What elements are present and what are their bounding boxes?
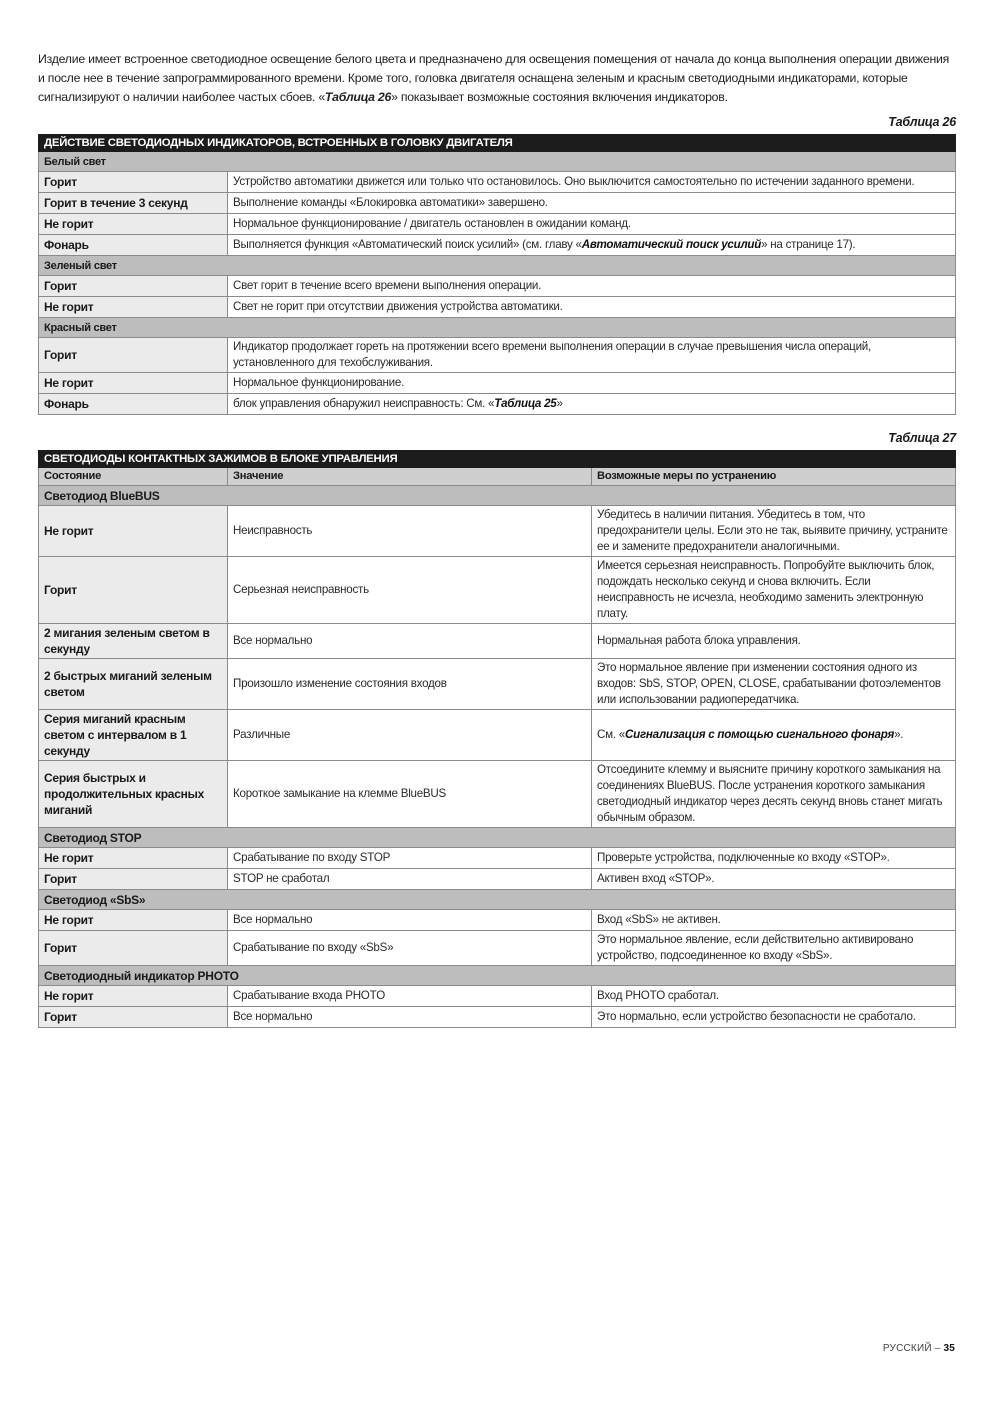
row-state: 2 мигания зеленым светом в секунду xyxy=(39,624,228,659)
row-state: 2 быстрых миганий зеленым светом xyxy=(39,659,228,710)
row-label: Фонарь xyxy=(39,235,228,256)
row-value: Свет горит в течение всего времени выполнения операции. xyxy=(228,276,956,297)
row-meaning: STOP не сработал xyxy=(228,869,592,890)
row-value: Выполнение команды «Блокировка автоматики» завершено. xyxy=(228,193,956,214)
row-state: Горит xyxy=(39,1007,228,1028)
row-value: Свет не горит при отсутствии движения устройства автоматики. xyxy=(228,297,956,318)
column-header-state: Состояние xyxy=(39,468,228,486)
page-footer xyxy=(883,1343,955,1354)
row-meaning: Произошло изменение состояния входов xyxy=(228,659,592,710)
row-fix: Нормальная работа блока управления. xyxy=(592,624,956,659)
section-led-bluebus: Светодиод BlueBUS xyxy=(39,486,956,506)
intro-table-ref: Таблица 26 xyxy=(324,90,392,104)
row-meaning: Неисправность xyxy=(228,506,592,557)
table-row xyxy=(39,761,956,828)
value-text: Выполняется функция «Автоматический поиск усилий» (см. главу « xyxy=(233,238,582,251)
intro-paragraph xyxy=(38,50,956,107)
row-fix: Активен вход «STOP». xyxy=(592,869,956,890)
table-ref: Таблица 25 xyxy=(494,397,557,410)
row-state: Не горит xyxy=(39,910,228,931)
value-text-end: » xyxy=(556,397,563,410)
row-meaning: Все нормально xyxy=(228,910,592,931)
table-row xyxy=(39,1007,956,1028)
row-meaning: Все нормально xyxy=(228,1007,592,1028)
table-row xyxy=(39,710,956,761)
table-26-title: ДЕЙСТВИЕ СВЕТОДИОДНЫХ ИНДИКАТОРОВ, ВСТРОЕННЫХ В ГОЛОВКУ ДВИГАТЕЛЯ xyxy=(39,135,956,152)
row-meaning: Срабатывание по входу STOP xyxy=(228,848,592,869)
table-row xyxy=(39,506,956,557)
row-label: Горит xyxy=(39,276,228,297)
intro-text: Изделие имеет встроенное светодиодное освещение белого цвета и предназначено для освещения помещения от начала до конца выполнения операции движения и после нее в течение запрограммированного времени. Кроме того, головка двигателя оснащена зеленым и красным светодиодными индикаторами, которые сигнализируют о наличии наиболее частых сбоев. « xyxy=(38,52,950,104)
table-row xyxy=(39,235,956,256)
row-label: Не горит xyxy=(39,373,228,394)
row-state: Не горит xyxy=(39,848,228,869)
row-label: Не горит xyxy=(39,214,228,235)
row-value: Индикатор продолжает гореть на протяжении всего времени выполнения операции в случае превышения числа операций, установленного для техобслуживания. xyxy=(228,338,956,373)
table-row xyxy=(39,869,956,890)
value-text: блок управления обнаружил неисправность: См. « xyxy=(233,397,495,410)
table-row xyxy=(39,659,956,710)
row-state: Горит xyxy=(39,869,228,890)
table-row xyxy=(39,172,956,193)
table-row xyxy=(39,338,956,373)
row-fix: Имеется серьезная неисправность. Попробуйте выключить блок, подождать несколько секунд и снова включить. Если неисправность не исчезла, необходимо заменить электронную плату. xyxy=(592,557,956,624)
table-27 xyxy=(38,450,956,1028)
row-fix xyxy=(592,710,956,761)
row-value: Устройство автоматики движется или только что остановилось. Оно выключится самостоятельно по истечении заданного времени. xyxy=(228,172,956,193)
row-state: Горит xyxy=(39,557,228,624)
fix-text-end: ». xyxy=(894,728,904,741)
row-meaning: Короткое замыкание на клемме BlueBUS xyxy=(228,761,592,828)
section-green-light: Зеленый свет xyxy=(39,256,956,276)
row-fix: Это нормальное явление при изменении состояния одного из входов: SbS, STOP, OPEN, CLOSE, срабатывании фотоэлементов или использовании радиопередатчика. xyxy=(592,659,956,710)
section-led-stop: Светодиод STOP xyxy=(39,828,956,848)
page xyxy=(38,50,956,1028)
row-value xyxy=(228,235,956,256)
table-27-title: СВЕТОДИОДЫ КОНТАКТНЫХ ЗАЖИМОВ В БЛОКЕ УПРАВЛЕНИЯ xyxy=(39,451,956,468)
table-26-caption: Таблица 26 xyxy=(888,115,956,129)
value-text-end: » на странице 17). xyxy=(761,238,856,251)
page-number: 35 xyxy=(943,1343,955,1354)
table-row xyxy=(39,297,956,318)
section-led-photo: Светодиодный индикатор PHOTO xyxy=(39,966,956,986)
column-header-meaning: Значение xyxy=(228,468,592,486)
row-value xyxy=(228,394,956,415)
section-white-light: Белый свет xyxy=(39,152,956,172)
chapter-ref: Сигнализация с помощью сигнального фонаря xyxy=(624,728,895,741)
row-fix: Это нормальное явление, если действительно активировано устройство, подсоединенное ко входу «SbS». xyxy=(592,931,956,966)
table-row xyxy=(39,214,956,235)
table-row xyxy=(39,910,956,931)
table-row xyxy=(39,394,956,415)
table-row xyxy=(39,193,956,214)
row-meaning: Серьезная неисправность xyxy=(228,557,592,624)
table-row xyxy=(39,557,956,624)
row-state: Не горит xyxy=(39,986,228,1007)
table-row xyxy=(39,624,956,659)
table-27-caption: Таблица 27 xyxy=(888,431,956,445)
column-header-fix: Возможные меры по устранению xyxy=(592,468,956,486)
table-row xyxy=(39,986,956,1007)
chapter-ref: Автоматический поиск усилий xyxy=(581,238,762,251)
row-meaning: Все нормально xyxy=(228,624,592,659)
intro-text-end: » показывает возможные состояния включения индикаторов. xyxy=(391,90,728,104)
row-meaning: Срабатывание входа PHOTO xyxy=(228,986,592,1007)
table-row xyxy=(39,373,956,394)
footer-language: РУССКИЙ – xyxy=(882,1343,944,1354)
section-red-light: Красный свет xyxy=(39,318,956,338)
row-label: Горит xyxy=(39,172,228,193)
row-value: Нормальное функционирование / двигатель остановлен в ожидании команд. xyxy=(228,214,956,235)
table-row xyxy=(39,848,956,869)
table-row xyxy=(39,276,956,297)
row-state: Серия миганий красным светом с интервалом в 1 секунду xyxy=(39,710,228,761)
row-fix: Вход «SbS» не активен. xyxy=(592,910,956,931)
row-fix: Это нормально, если устройство безопасности не сработало. xyxy=(592,1007,956,1028)
row-state: Не горит xyxy=(39,506,228,557)
row-state: Серия быстрых и продолжительных красных миганий xyxy=(39,761,228,828)
table-26 xyxy=(38,134,956,415)
row-fix: Убедитесь в наличии питания. Убедитесь в том, что предохранители целы. Если это не так, выявите причину, устраните ее и замените предохранители аналогичными. xyxy=(592,506,956,557)
row-value: Нормальное функционирование. xyxy=(228,373,956,394)
row-state: Горит xyxy=(39,931,228,966)
row-label: Горит xyxy=(39,338,228,373)
row-fix: Вход PHOTO сработал. xyxy=(592,986,956,1007)
section-led-sbs: Светодиод «SbS» xyxy=(39,890,956,910)
row-meaning: Различные xyxy=(228,710,592,761)
row-label: Фонарь xyxy=(39,394,228,415)
fix-text: См. « xyxy=(597,728,625,741)
table-row xyxy=(39,931,956,966)
row-fix: Проверьте устройства, подключенные ко входу «STOP». xyxy=(592,848,956,869)
row-label: Горит в течение 3 секунд xyxy=(39,193,228,214)
row-meaning: Срабатывание по входу «SbS» xyxy=(228,931,592,966)
row-fix: Отсоедините клемму и выясните причину короткого замыкания на соединениях BlueBUS. После устранения короткого замыкания светодиодный индикатор через десять секунд вновь станет мигать обычным образом. xyxy=(592,761,956,828)
row-label: Не горит xyxy=(39,297,228,318)
